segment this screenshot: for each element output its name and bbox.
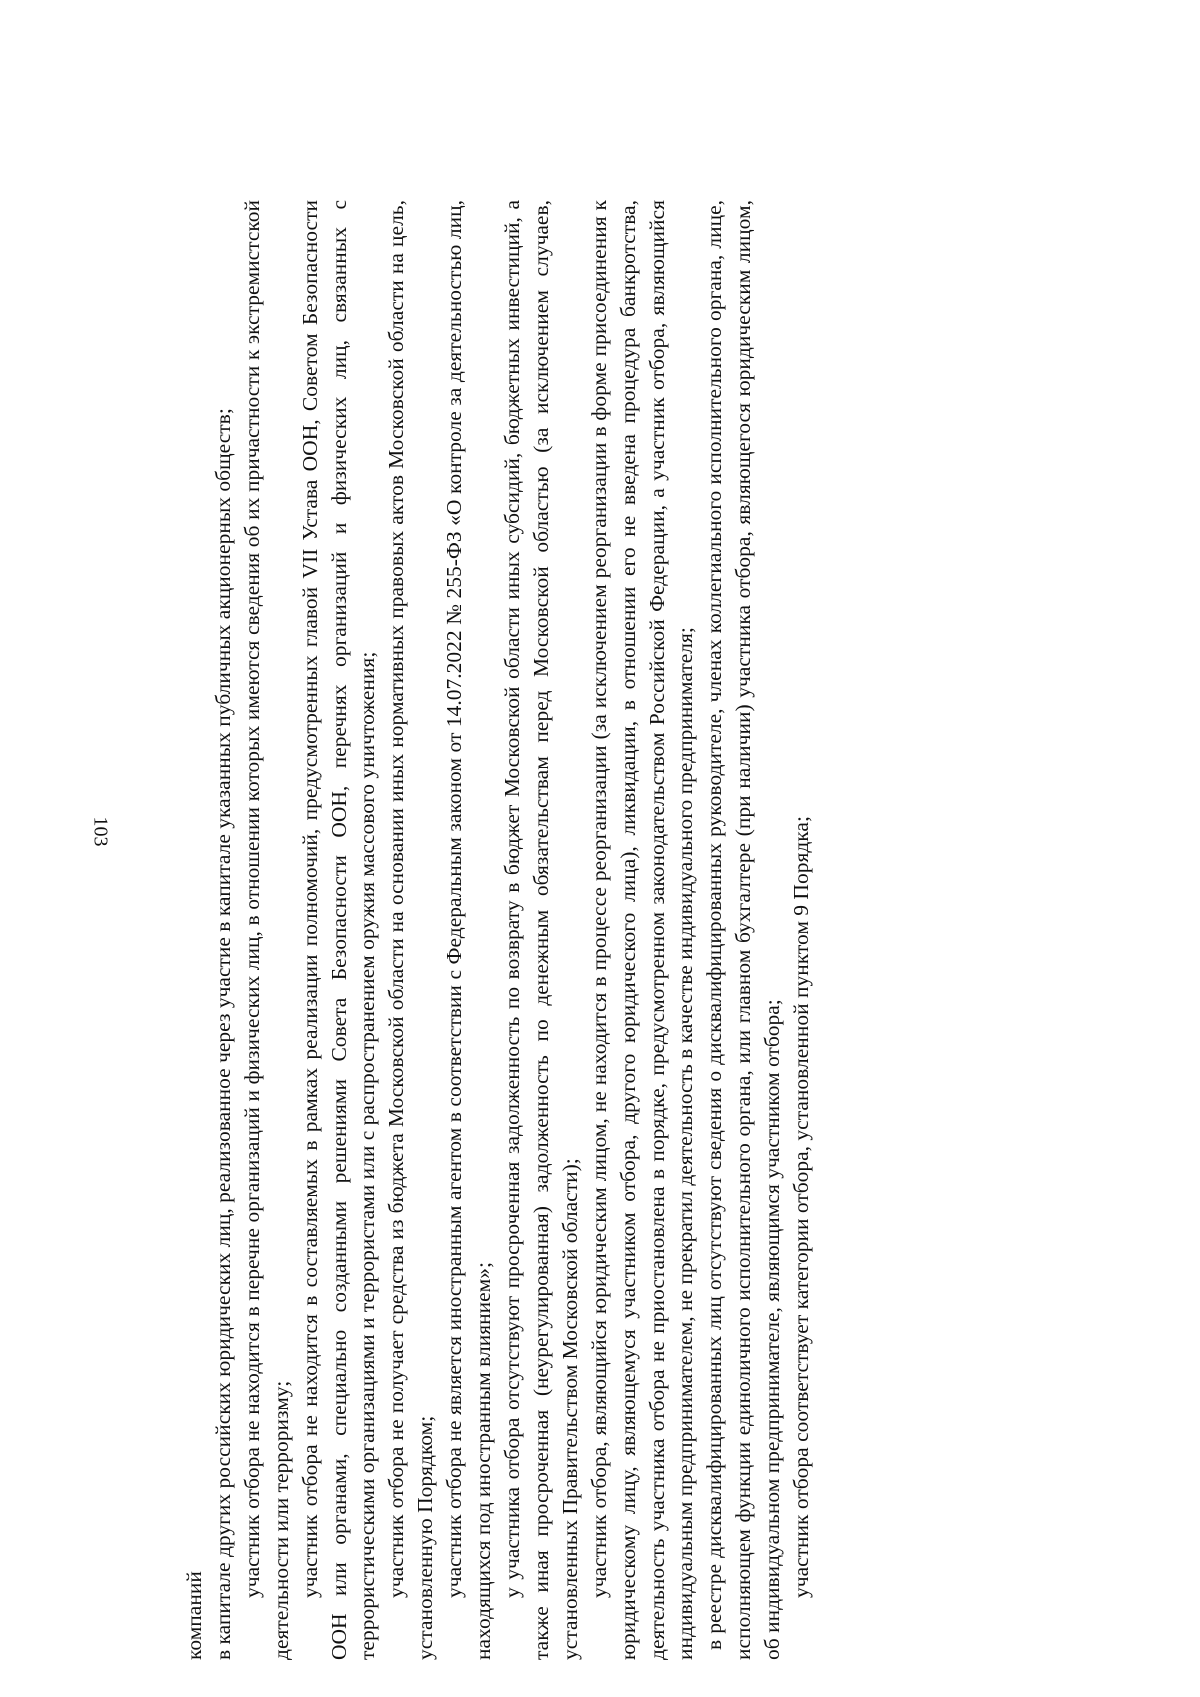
page-number: 103 bbox=[89, 816, 112, 847]
paragraph-6: участник отбора не является иностранным агентом в соответствии с Федеральным законом от 14.07.2022 № 255-ФЗ «О контроле за деятельностью лиц, находящихся под иностранным влиянием»; bbox=[442, 200, 496, 1660]
paragraph-7: у участника отбора отсутствуют просроченная задолженность по возврату в бюджет Московской области иных субсидий, бюджетных инвестиций, а также иная просроченная (неурегулированная) задолженность по денежным обязательствам перед Московской областью (за исключением случаев, установленных Правительством Московской области); bbox=[499, 200, 582, 1660]
paragraph-3: участник отбора не находится в перечне организаций и физических лиц, в отношении которых имеются сведения об их причастности к экстремистской деятельности или терроризму; bbox=[239, 200, 293, 1660]
paragraph-8: участник отбора, являющийся юридическим лицом, не находится в процессе реорганизации (за исключением реорганизации в форме присоединения к юридическому лицу, являющемуся участником отбора, другого юридического лица), ликвидации, в отношении его не введена процедура банкротства, деятельность участника отбора не приостановлена в порядке, предусмотренном законодательством Российской Федерации, а участник отбора, являющийся индивидуальным предпринимателем, не прекратил деятельность в качестве индивидуального предпринимателя; bbox=[586, 200, 698, 1660]
paragraph-9: в реестре дисквалифицированных лиц отсутствуют сведения о дисквалифицированных руководителе, членах коллегиального исполнительного органа, лице, исполняющем функции единоличного исполнительного органа, или главном бухгалтере (при наличии) участника отбора, являющегося юридическим лицом, об индивидуальном предпринимателе, являющимся участником отбора; bbox=[702, 200, 785, 1660]
paragraph-2: в капитале других российских юридических лиц, реализованное через участие в капитале указанных публичных акционерных обществ; bbox=[210, 408, 235, 1660]
paragraph-5: участник отбора не получает средства из бюджета Московской области на основании иных нормативных правовых актов Московской области на цель, установленную Порядком; bbox=[384, 200, 438, 1660]
paragraph-4: участник отбора не находится в составляемых в рамках реализации полномочий, предусмотренных главой VII Устава ООН, Советом Безопасности ООН или органами, специально созданными решениями Совета Безопасности ООН, перечнях организаций и физических лиц, связанных с террористическими организациями и террористами или с распространением оружия массового уничтожения; bbox=[297, 200, 380, 1660]
paragraph-1: компаний bbox=[182, 1571, 206, 1660]
paragraph-10: участник отбора соответствует категории отбора, установленной пунктом 9 Порядка; bbox=[789, 816, 814, 1598]
document-body bbox=[180, 200, 970, 1660]
